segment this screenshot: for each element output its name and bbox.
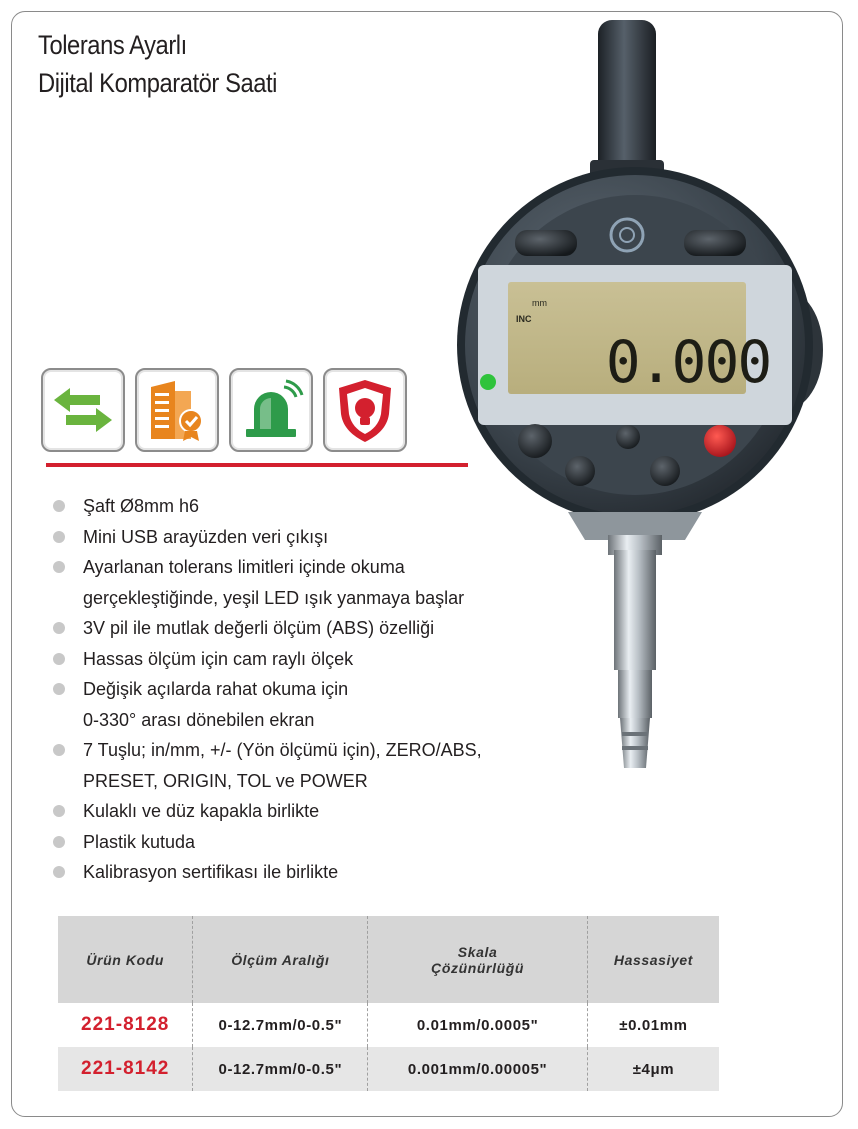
header-accuracy: Hassasiyet xyxy=(587,916,719,1003)
zero-abs-button[interactable] xyxy=(518,424,552,458)
top-stem xyxy=(598,20,656,180)
accuracy: ±0.01mm xyxy=(587,1003,719,1047)
unit-mm-label: mm xyxy=(532,298,547,308)
plus-minus-button[interactable] xyxy=(684,230,746,256)
title-line-2: Dijital Komparatör Saati xyxy=(38,68,278,98)
measuring-range: 0-12.7mm/0-0.5" xyxy=(193,1047,368,1091)
table-row xyxy=(58,1047,719,1091)
list-item: Ayarlanan tolerans limitleri içinde okuma xyxy=(52,552,482,583)
product-code: 221-8142 xyxy=(58,1047,193,1091)
inmm-button[interactable] xyxy=(515,230,577,256)
list-item: 3V pil ile mutlak değerli ölçüm (ABS) özelliği xyxy=(52,613,482,644)
list-item: Mini USB arayüzden veri çıkışı xyxy=(52,522,482,553)
list-item: Kulaklı ve düz kapakla birlikte xyxy=(52,796,482,827)
list-item-continuation: gerçekleştiğinde, yeşil LED ışık yanmaya başlar xyxy=(83,587,465,608)
list-item-continuation: 0-330° arası dönebilen ekran xyxy=(83,709,315,730)
tol-button[interactable] xyxy=(616,425,640,449)
list-item: Kalibrasyon sertifikası ile birlikte xyxy=(52,857,482,888)
preset-button[interactable] xyxy=(565,456,595,486)
display-value: 0.000 xyxy=(605,328,771,396)
table-header-row xyxy=(58,916,719,1003)
resolution: 0.001mm/0.00005" xyxy=(368,1047,588,1091)
list-item: Şaft Ø8mm h6 xyxy=(52,491,482,522)
header-resolution-line1: Skala xyxy=(457,943,498,960)
table-row xyxy=(58,1003,719,1047)
arrows-exchange-icon xyxy=(41,368,125,452)
resolution: 0.01mm/0.0005" xyxy=(368,1003,588,1047)
header-resolution-line2: Çözünürlüğü xyxy=(431,959,525,976)
title-line-1: Tolerans Ayarlı xyxy=(38,30,187,60)
page-title xyxy=(38,26,277,102)
power-button[interactable] xyxy=(704,425,736,457)
list-item: Hassas ölçüm için cam raylı ölçek xyxy=(52,644,482,675)
header-measuring-range: Ölçüm Aralığı xyxy=(193,916,368,1003)
green-beacon-light-icon xyxy=(229,368,313,452)
feature-icons xyxy=(41,368,407,452)
header-product-code: Ürün Kodu xyxy=(58,916,193,1003)
unit-inc-label: INC xyxy=(516,314,532,324)
header-resolution xyxy=(368,916,588,1003)
feature-list xyxy=(52,491,482,888)
tolerance-led xyxy=(480,374,496,390)
list-item: Değişik açılarda rahat okuma için xyxy=(52,674,482,705)
spindle xyxy=(614,550,656,670)
list-item: 7 Tuşlu; in/mm, +/- (Yön ölçümü için), ZERO/ABS, xyxy=(52,735,482,766)
list-item: Plastik kutuda xyxy=(52,827,482,858)
digital-indicator-image xyxy=(440,20,840,780)
section-divider xyxy=(46,463,468,467)
list-item-continuation: PRESET, ORIGIN, TOL ve POWER xyxy=(83,770,368,791)
certificate-building-icon xyxy=(135,368,219,452)
measuring-range: 0-12.7mm/0-0.5" xyxy=(193,1003,368,1047)
red-shield-bulb-icon xyxy=(323,368,407,452)
origin-button[interactable] xyxy=(650,456,680,486)
accuracy: ±4μm xyxy=(587,1047,719,1091)
product-code: 221-8128 xyxy=(58,1003,193,1047)
spec-table xyxy=(58,916,719,1091)
